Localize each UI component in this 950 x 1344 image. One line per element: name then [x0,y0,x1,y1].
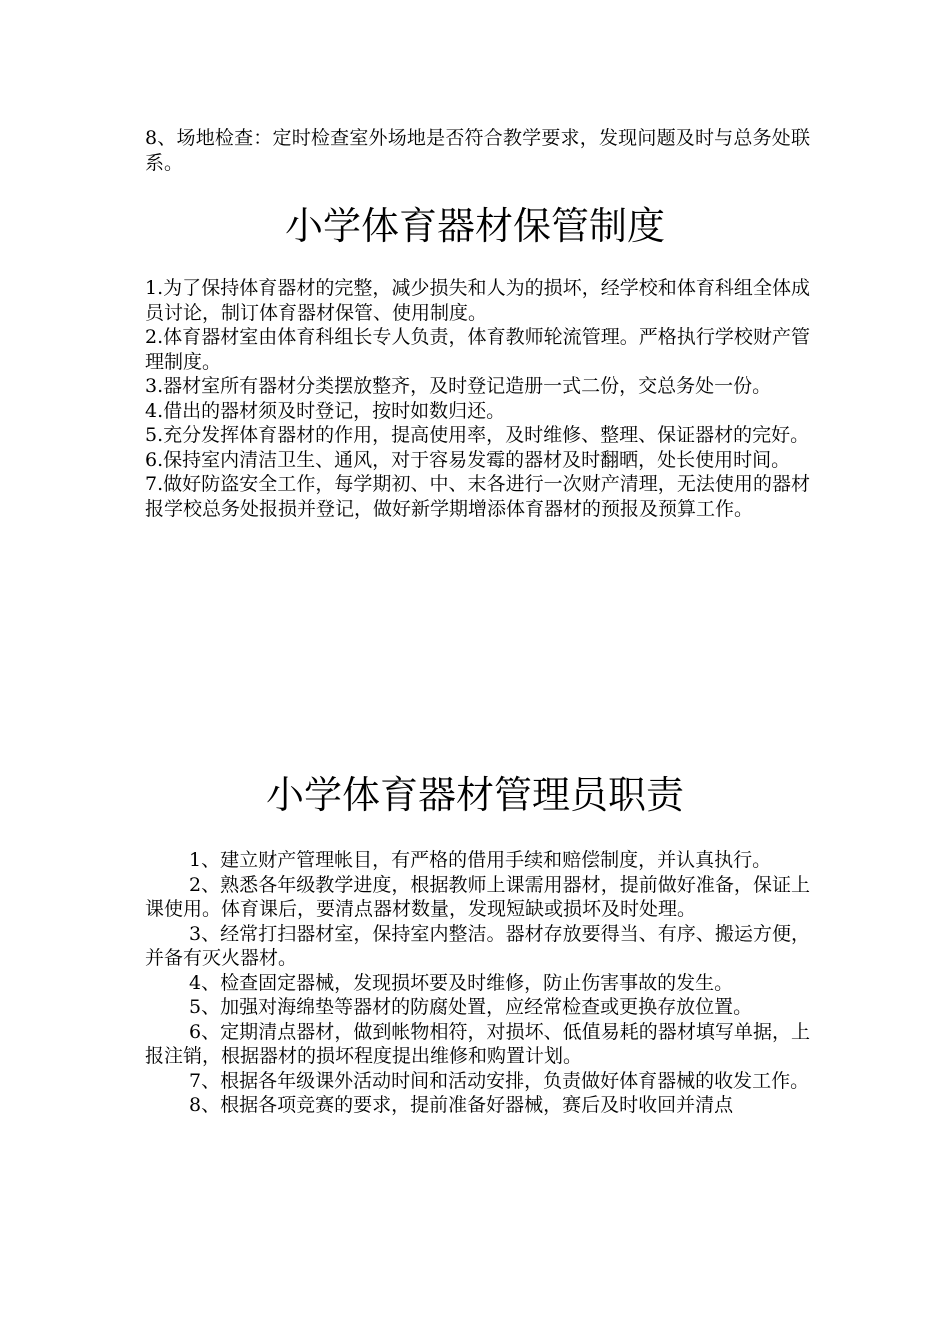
section2-item-8: 8、根据各项竞赛的要求，提前准备好器械，赛后及时收回并清点 [189,1094,734,1116]
section1-item-4: 4.借出的器材须及时登记，按时如数归还。 [145,399,506,422]
section2-body [145,848,810,1118]
section2-item-1: 1、建立财产管理帐目，有严格的借用手续和赔偿制度，并认真执行。 [189,849,772,871]
section1-title: 小学体育器材保管制度 [284,204,665,248]
section1-item-3: 3.器材室所有器材分类摆放整齐，及时登记造册一式二份，交总务处一份。 [145,375,772,397]
section2-item-5: 5、加强对海绵垫等器材的防腐处置，应经常检查或更换存放位置。 [189,996,753,1018]
section1-item-2: 2.体育器材室由体育科组长专人负责，体育教师轮流管理。严格执行学校财产管理制度。 [145,326,810,373]
section2-item-6: 6、定期清点器材，做到帐物相符，对损坏、低值易耗的器材填写单据，上报注销，根据器材的损坏程度提出维修和购置计划。 [145,1020,810,1067]
section1-item-7: 7.做好防盗安全工作，每学期初、中、末各进行一次财产清理，无法使用的器材报学校总务处报损并登记，做好新学期增添体育器材的预报及预算工作。 [145,473,810,520]
section2-item-2: 2、熟悉各年级教学进度，根据教师上课需用器材，提前做好准备，保证上课使用。体育课后，要清点器材数量，发现短缺或损坏及时处理。 [145,873,810,920]
section2-item-3: 3、经常打扫器材室，保持室内整洁。器材存放要得当、有序、搬运方便，并备有灭火器材。 [145,922,810,969]
intro-block [145,126,810,175]
section2-item-4: 4、检查固定器械，发现损坏要及时维修，防止伤害事故的发生。 [189,971,734,994]
intro-paragraph: 8、场地检查：定时检查室外场地是否符合教学要求，发现问题及时与总务处联系。 [145,127,810,174]
section2-item-7: 7、根据各年级课外活动时间和活动安排，负责做好体育器械的收发工作。 [189,1069,810,1092]
section2-title: 小学体育器材管理员职责 [265,773,684,817]
section1-body [145,276,810,521]
section1-item-6: 6.保持室内清洁卫生、通风，对于容易发霉的器材及时翻晒，处长使用时间。 [145,448,791,471]
section1-item-1: 1.为了保持体育器材的完整，减少损失和人为的损坏，经学校和体育科组全体成员讨论，制订体育器材保管、使用制度。 [145,277,810,324]
section1-item-5: 5.充分发挥体育器材的作用，提高使用率，及时维修、整理、保证器材的完好。 [145,424,810,446]
